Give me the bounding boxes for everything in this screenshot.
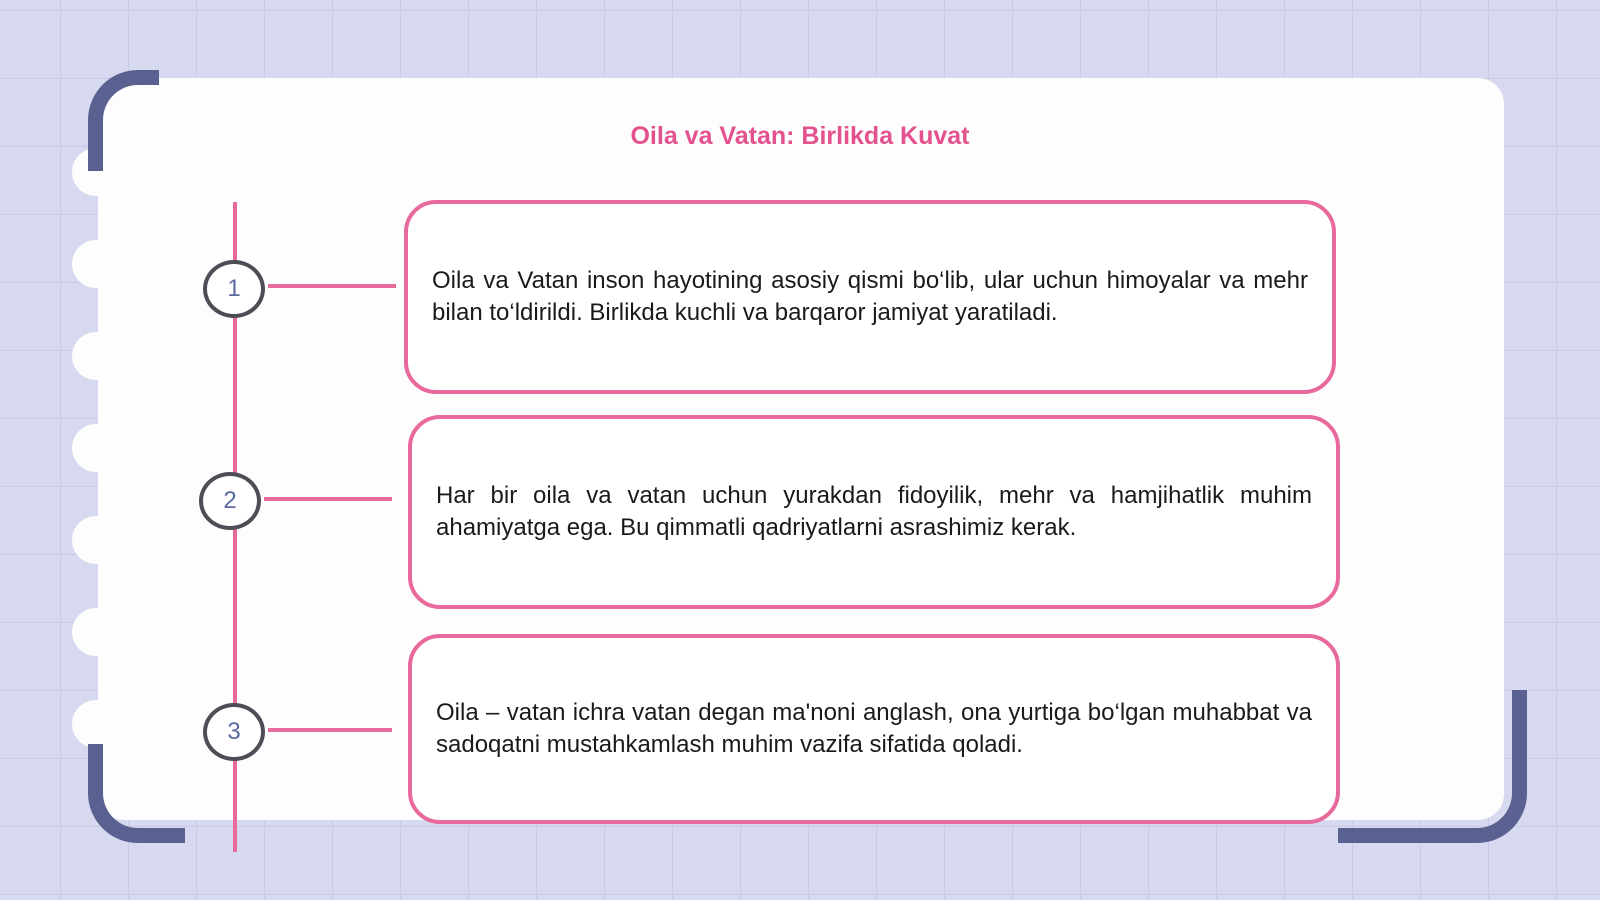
step-1-number-badge: 1	[203, 260, 265, 318]
step-2-number-badge: 2	[199, 472, 261, 530]
step-3-number-badge: 3	[203, 703, 265, 761]
torn-edge-tab	[72, 240, 126, 288]
step-3-connector	[268, 728, 392, 732]
torn-edge-tab	[72, 700, 126, 748]
step-3-card	[408, 634, 1340, 824]
step-2-connector	[264, 497, 392, 501]
step-3-text: Oila – vatan ichra vatan degan ma'noni anglash, ona yurtiga bo‘lgan muhabbat va sadoqatni mustahkamlash muhim vazifa sifatida qoladi.	[436, 699, 1312, 758]
corner-bracket-top-left	[88, 70, 159, 171]
step-2-card	[408, 415, 1340, 609]
step-1-connector	[268, 284, 396, 288]
step-1-text: Oila va Vatan inson hayotining asosiy qismi bo‘lib, ular uchun himoyalar va mehr bilan to‘ldirildi. Birlikda kuchli va barqaror jamiyat yaratiladi.	[432, 267, 1308, 326]
step-1-card	[404, 200, 1336, 394]
slide-title: Oila va Vatan: Birlikda Kuvat	[630, 122, 970, 150]
torn-edge-tab	[72, 516, 126, 564]
step-2-text: Har bir oila va vatan uchun yurakdan fidoyilik, mehr va hamjihatlik muhim ahamiyatga ega. Bu qimmatli qadriyatlarni asrashimiz kerak.	[436, 482, 1312, 541]
corner-bracket-bottom-right	[1338, 690, 1527, 843]
corner-bracket-bottom-left	[88, 744, 185, 843]
torn-edge-tab	[72, 332, 126, 380]
torn-edge-tab	[72, 608, 126, 656]
torn-edge-tab	[72, 424, 126, 472]
